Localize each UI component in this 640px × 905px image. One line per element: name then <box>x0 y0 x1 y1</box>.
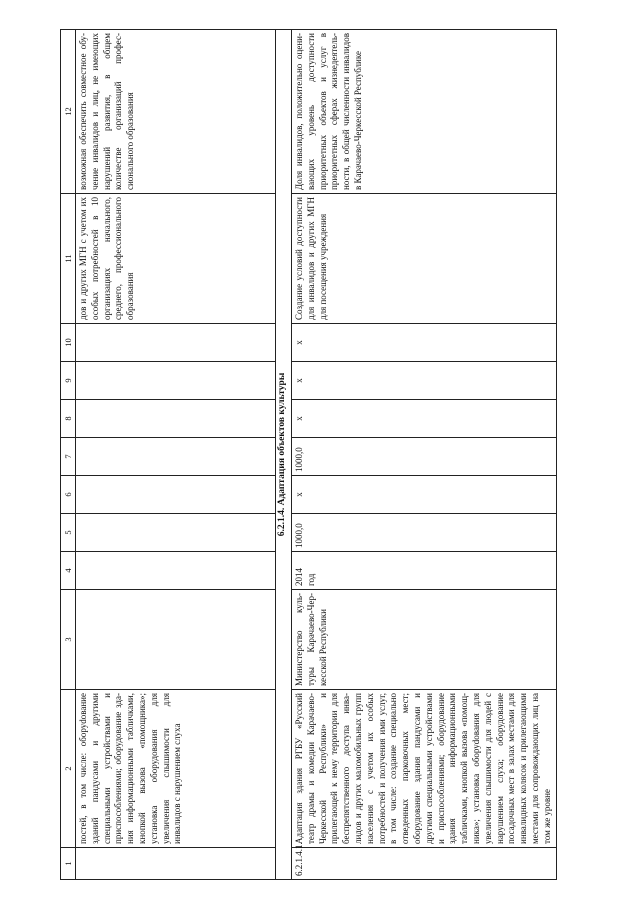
column-number: 9 <box>61 362 76 400</box>
table-cell-executor: Министерство культуры Карачаево-Черкесской Республики <box>292 590 557 690</box>
column-number: 7 <box>61 438 76 476</box>
table-cell-description: Адаптация здания РГБУ «Русский театр драмы и комедии Карачаево-Черкесской Республики» и прилегающей к нему территории для беспрепятственного доступа инвалидов и других маломобильных групп населения с учетом их особых потребностей и получения ими услуг, в том числе: создание специально отведенных парковочных мест; оборудование здания пандусами и другими специальными устройствами и приспособлениями; оборудование здания информационными табличками, кнопкой вызова «помощника»; установка оборуdования для увеличения слышимости для людей с нарушением слуха; оборудование посадочных мест в залах местами для инвалидных колясок и прилегающими местами для сопровождающих лиц на том же уровне <box>292 690 557 848</box>
table-cell <box>76 438 276 476</box>
column-number: 2 <box>61 690 76 848</box>
table-cell-value: x <box>292 400 557 438</box>
column-number-row <box>61 30 76 880</box>
section-row <box>276 30 292 880</box>
column-number: 12 <box>61 30 76 194</box>
column-number: 5 <box>61 514 76 552</box>
column-number: 10 <box>61 324 76 362</box>
table-cell <box>76 514 276 552</box>
table-cell-result: дов и других МГН с учетом их особых потребностей в 10 организациях начального, среднего, профессионального образования <box>76 194 276 324</box>
table-cell-value: 1000,0 <box>292 514 557 552</box>
table-cell <box>76 362 276 400</box>
table-row <box>292 30 557 880</box>
column-number: 1 <box>61 848 76 880</box>
table-cell-value: x <box>292 362 557 400</box>
table-cell-result: Создание условий доступности для инвалидов и других МГН для посещения учреждения <box>292 194 557 324</box>
column-number: 3 <box>61 590 76 690</box>
table-cell-year: 2014 год <box>292 552 557 590</box>
table-cell <box>76 848 276 880</box>
table-cell <box>76 324 276 362</box>
rotated-table-page <box>60 30 620 880</box>
column-number: 11 <box>61 194 76 324</box>
table-row <box>76 30 276 880</box>
program-table <box>60 29 557 880</box>
column-number: 4 <box>61 552 76 590</box>
item-number: 6.2.1.4.1. <box>292 848 557 880</box>
table-cell <box>76 552 276 590</box>
table-cell <box>76 400 276 438</box>
table-cell-value: x <box>292 324 557 362</box>
column-number: 8 <box>61 400 76 438</box>
section-title: 6.2.1.4. Адаптация объектов культуры <box>276 30 292 880</box>
table-cell-indicator: Доля инвалидов, положительно оценивающих уровень доступности приоритетных объектов и услуг в приоритетных сферах жизнедеятельности, в общей численности инвалидов в Карачаево-Черкесской Республике <box>292 30 557 194</box>
table-cell-indicator: возможная обеспечить совместное обучение инвалидов и лиц, не имеющих нарушений развития, в общем количестве организаций профессионального образования <box>76 30 276 194</box>
table-cell-value: x <box>292 476 557 514</box>
table-cell <box>76 476 276 514</box>
table-cell-value: 1000,0 <box>292 438 557 476</box>
table-cell <box>76 590 276 690</box>
table-cell-description: постей, в том числе: оборуdование зданий пандусами и другими специальными устройствами и приспособлениями; оборудование здания информационными табличками, кнопкой вызова «помощника»; установка оборудования для увеличения слышимости для инвалидов с нарушением слуха <box>76 690 276 848</box>
column-number: 6 <box>61 476 76 514</box>
